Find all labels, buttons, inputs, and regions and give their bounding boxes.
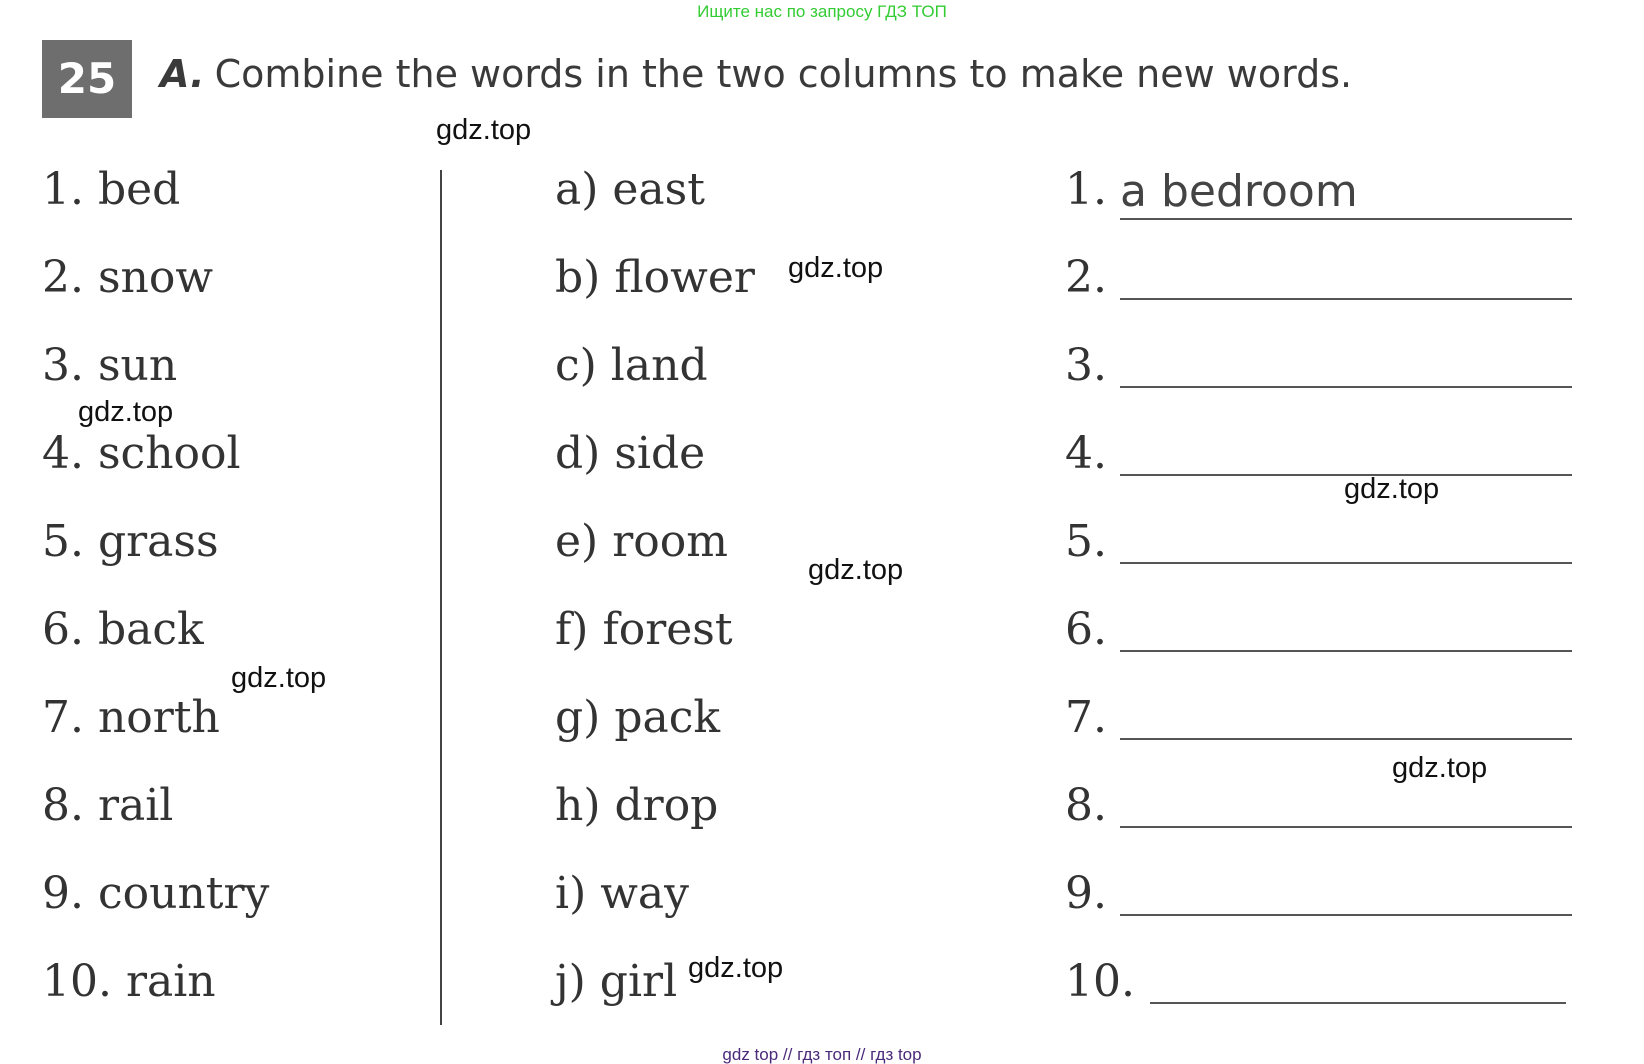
answer-line-7 [1120,738,1572,740]
answer-field-1[interactable]: a bedroom [1120,166,1358,217]
right-word-e: e) room [555,516,728,567]
instruction-text: Combine the words in the two columns to make new words. [214,52,1353,96]
answer-number-7: 7. [1065,692,1107,743]
answer-line-3 [1120,386,1572,388]
answer-line-8 [1120,826,1572,828]
left-word-4: 4. school [42,428,241,479]
left-word-9: 9. country [42,868,270,919]
column-divider [440,170,442,1025]
watermark-text: gdz.top [436,114,532,146]
watermark-text: gdz.top [1392,752,1488,784]
right-word-h: h) drop [555,780,719,831]
answer-number-8: 8. [1065,780,1107,831]
answer-number-3: 3. [1065,340,1107,391]
left-word-10: 10. rain [42,956,216,1007]
exercise-part-letter: A. [160,52,205,96]
answer-number-9: 9. [1065,868,1107,919]
left-word-7: 7. north [42,692,220,743]
watermark-text: gdz.top [1344,473,1440,505]
answer-number-2: 2. [1065,252,1107,303]
watermark-text: gdz.top [78,396,174,428]
right-word-d: d) side [555,428,706,479]
left-word-2: 2. snow [42,252,214,303]
right-word-f: f) forest [555,604,733,655]
watermark-text: gdz.top [808,554,904,586]
left-word-5: 5. grass [42,516,219,567]
answer-line-1 [1120,218,1572,220]
right-word-b: b) flower [555,252,755,303]
exercise-instruction [160,52,1352,96]
top-banner: Ищите нас по запросу ГДЗ ТОП [697,2,947,21]
answer-line-5 [1120,562,1572,564]
answer-line-9 [1120,914,1572,916]
right-word-a: a) east [555,164,705,215]
left-word-8: 8. rail [42,780,174,831]
answer-number-4: 4. [1065,428,1107,479]
answer-number-5: 5. [1065,516,1107,567]
footer-links: gdz top // гдз топ // гдз top [722,1045,922,1064]
answer-number-10: 10. [1065,956,1135,1007]
answer-line-10 [1150,1002,1566,1004]
right-word-g: g) pack [555,692,721,743]
answer-line-6 [1120,650,1572,652]
watermark-text: gdz.top [231,662,327,694]
exercise-number-badge: 25 [42,40,132,118]
answer-number-6: 6. [1065,604,1107,655]
right-word-i: i) way [555,868,689,919]
right-word-j: j) girl [555,956,678,1007]
watermark-text: gdz.top [788,252,884,284]
left-word-6: 6. back [42,604,204,655]
left-word-3: 3. sun [42,340,178,391]
watermark-text: gdz.top [688,952,784,984]
answer-line-2 [1120,298,1572,300]
answer-number-1: 1. [1065,164,1107,215]
left-word-1: 1. bed [42,164,181,215]
right-word-c: c) land [555,340,708,391]
